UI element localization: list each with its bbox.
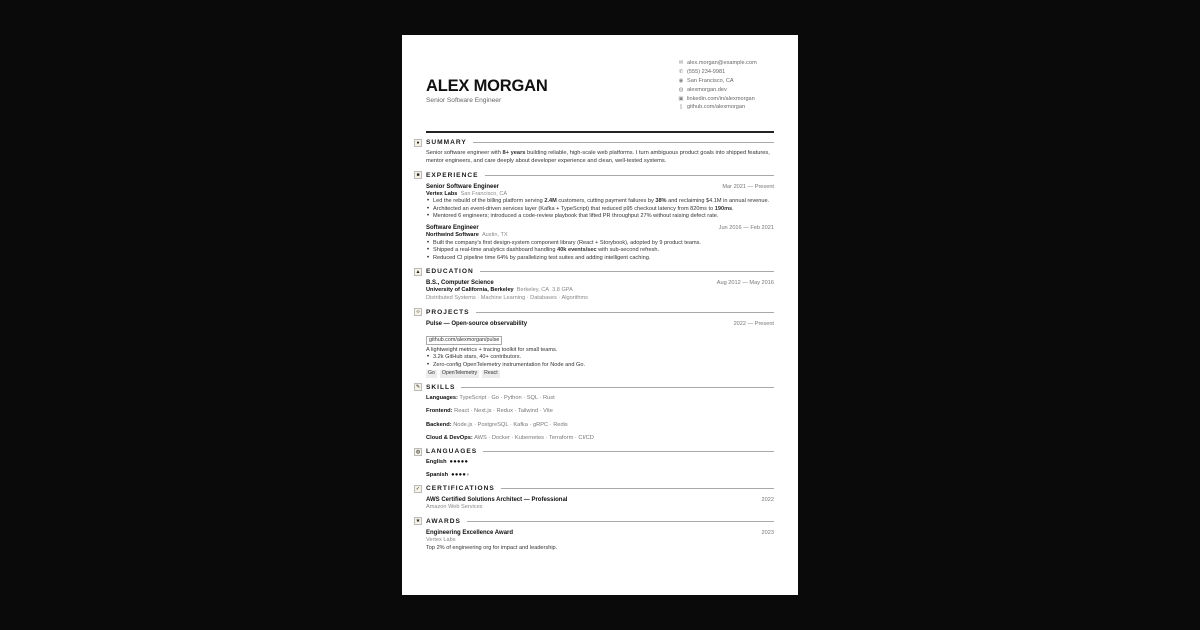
linkedin-icon: ▣ [678, 95, 684, 102]
section-divider [467, 521, 774, 522]
proficiency-dot-filled: ● [457, 459, 461, 466]
skill-row: Cloud & DevOps: AWS · Docker · Kubernetes · Terraform · CI/CD [426, 435, 594, 442]
award-description: Top 2% of engineering org for impact and leadership. [426, 544, 558, 551]
award-year: 2023 [761, 529, 774, 536]
section-divider [476, 312, 774, 313]
list-item: • Shipped a real-time analytics dashboard handling 40k events/sec with sub-second refresh. [426, 247, 774, 255]
proficiency-dot-empty: ● [466, 472, 470, 479]
contact-website[interactable] [678, 85, 774, 94]
section-header [414, 138, 774, 147]
section-header [414, 267, 774, 276]
resume-page [402, 35, 798, 595]
award-org: Vertex Labs [426, 536, 456, 543]
degree: B.S., Computer Science [426, 280, 494, 287]
graduation-cap-icon: ▲ [415, 268, 421, 275]
languages-section [415, 447, 774, 479]
project-tags [426, 370, 774, 378]
section-title: AWARDS [426, 517, 461, 525]
section-title: LANGUAGES [426, 448, 478, 456]
list-item: • Mentored 6 engineers; introduced a code-review playbook that lifted PR throughput 27% without raising defect rate. [426, 213, 774, 221]
job-entry [426, 183, 774, 221]
list-item: • Built the company's first design-system component library (React + Storybook), adopted by 9 product teams. [426, 240, 774, 248]
contact-text: (555) 234-9981 [687, 69, 726, 76]
location-icon: ◉ [678, 77, 684, 84]
job-company: Vertex Labs San Francisco, CA [426, 190, 508, 197]
section-divider [461, 387, 774, 388]
summary-text: Senior software engineer with 8+ years building reliable, high-scale web platforms. I turn ambiguous product goals into shipped features, mentor engineers, and care deeply about developer experience and clean, well-tested systems. [426, 150, 770, 164]
proficiency-dot-filled: ● [453, 459, 458, 466]
project-dates: 2022 — Present [733, 320, 774, 327]
tag: Go [428, 370, 435, 377]
section-title: PROJECTS [426, 308, 470, 316]
project-name: Pulse — Open-source observability [426, 320, 528, 327]
resume-header [426, 57, 774, 133]
email-icon: ✉ [678, 60, 684, 67]
section-divider [473, 142, 774, 143]
tag: OpenTelemetry [441, 370, 478, 377]
proficiency-dot-filled: ● [462, 472, 467, 479]
github-icon: ▯ [679, 104, 683, 111]
section-divider [485, 175, 774, 176]
job-bullets [426, 198, 774, 221]
section-header [414, 447, 774, 456]
list-item: • Architected an event-driven services layer (Kafka + TypeScript) that reduced p95 checkout latency from 820ms to 190ms. [426, 206, 774, 214]
contact-phone[interactable] [678, 68, 774, 77]
awards-section [415, 517, 774, 552]
section-header [414, 171, 774, 180]
contact-list [678, 59, 774, 112]
skill-row: Frontend: React · Next.js · Redux · Tailwind · Vite [426, 408, 553, 415]
section-divider [483, 451, 774, 452]
certification-issuer: Amazon Web Services [426, 504, 483, 511]
contact-linkedin[interactable] [678, 94, 774, 103]
school: University of California, Berkeley Berkeley, CA 3.8 GPA [426, 287, 573, 294]
job-title: Senior Software Engineer [426, 183, 500, 190]
job-bullets [426, 240, 774, 263]
projects-section [416, 308, 774, 378]
tools-icon: ✎ [415, 384, 421, 391]
section-title: EXPERIENCE [426, 171, 479, 179]
job-entry [426, 224, 774, 262]
candidate-name: ALEX MORGAN [426, 77, 548, 95]
language-row: English ●●●●● [426, 459, 469, 466]
section-title: SUMMARY [426, 139, 467, 146]
section-title: CERTIFICATIONS [426, 485, 495, 493]
skill-row: Backend: Node.js · PostgreSQL · Kafka · gRPC · Redis [426, 421, 568, 428]
education-section [415, 267, 774, 302]
contact-github[interactable] [678, 103, 774, 112]
education-dates: Aug 2012 — May 2016 [716, 280, 774, 287]
skill-row: Languages: TypeScript · Go · Python · SQL · Rust [426, 394, 555, 401]
proficiency-dot-filled: ● [454, 472, 459, 479]
section-header [414, 383, 774, 392]
certificate-icon: ✓ [415, 485, 421, 492]
project-link[interactable]: github.com/alexmorgan/pulse [426, 336, 502, 345]
contact-text: linkedin.com/in/alexmorgan [687, 95, 755, 102]
tag: React [484, 370, 498, 377]
proficiency-dot-filled: ● [449, 459, 454, 466]
contact-text: alex.morgan@example.com [687, 60, 757, 67]
proficiency-dot-filled: ● [451, 472, 455, 479]
phone-icon: ✆ [678, 69, 684, 76]
summary-section [416, 138, 774, 166]
job-title: Software Engineer [426, 224, 479, 231]
job-dates: Mar 2021 — Present [722, 183, 774, 190]
proficiency-dots [451, 472, 470, 478]
proficiency-dot-filled: ● [458, 472, 463, 479]
contact-text: github.com/alexmorgan [687, 104, 746, 111]
candidate-role: Senior Software Engineer [426, 97, 502, 104]
section-title: EDUCATION [426, 268, 474, 276]
language-row: Spanish ●●●●● [426, 472, 470, 479]
proficiency-dot-filled: ● [460, 459, 465, 466]
section-header [414, 484, 774, 493]
section-header [414, 517, 774, 526]
user-icon: ● [414, 139, 422, 147]
list-item: • Zero-config OpenTelemetry instrumentation for Node and Go. [426, 362, 774, 370]
experience-section [416, 171, 774, 263]
job-company: Northwind Software Austin, TX [426, 231, 508, 238]
proficiency-dots [450, 459, 469, 465]
certifications-section [415, 484, 774, 512]
coursework: Distributed Systems · Machine Learning · Databases · Algorithms [426, 294, 588, 301]
globe-icon: ◍ [678, 86, 684, 93]
skills-section [415, 383, 774, 443]
certification-year: 2022 [761, 497, 774, 504]
briefcase-icon: ■ [414, 171, 422, 179]
globe-icon: ◍ [415, 448, 421, 455]
award-name: Engineering Excellence Award [426, 529, 514, 536]
contact-email[interactable] [678, 59, 774, 68]
proficiency-dot-filled: ● [464, 459, 469, 466]
project-description: A lightweight metrics + tracing toolkit for small teams. [426, 346, 558, 353]
contact-location [678, 77, 774, 86]
list-item: • 3.2k GitHub stars, 40+ contributors. [426, 354, 774, 362]
section-divider [501, 488, 774, 489]
trophy-icon: ★ [415, 518, 421, 525]
project-bullets [426, 354, 774, 369]
list-item: • Reduced CI pipeline time 64% by parallelizing test suites and adding intelligent caching. [426, 255, 774, 263]
list-item: • Led the rebuild of the billing platform serving 2.4M customers, cutting payment failures by 38% and reclaiming $4.1M in annual revenue. [426, 198, 774, 206]
section-divider [480, 271, 774, 272]
certification-name: AWS Certified Solutions Architect — Professional [426, 497, 568, 504]
job-dates: Jun 2016 — Feb 2021 [718, 224, 774, 231]
contact-text: alexmorgan.dev [687, 86, 727, 93]
section-header [414, 308, 774, 317]
section-title: SKILLS [426, 383, 456, 391]
contact-text: San Francisco, CA [687, 77, 734, 84]
code-icon: ‹› [414, 308, 422, 316]
